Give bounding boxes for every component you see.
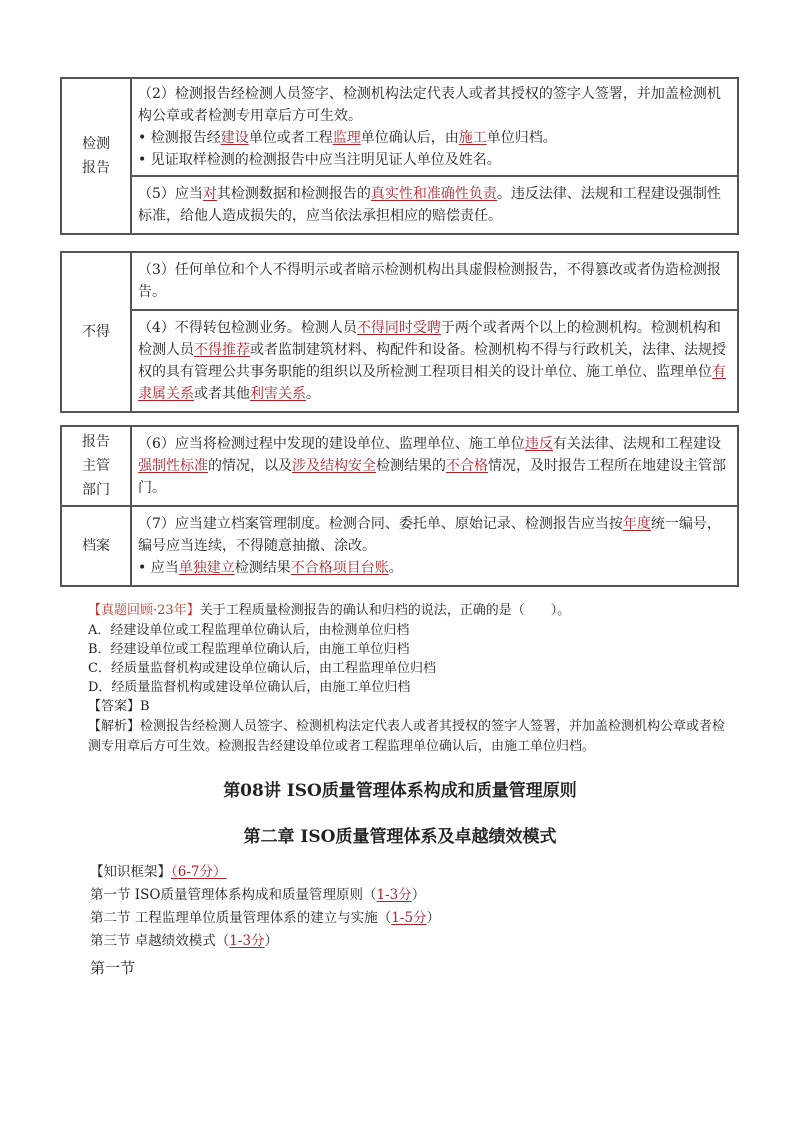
option-a: A．经建设单位或工程监理单位确认后，由检测单位归档: [88, 623, 410, 638]
section-1: 第一节 ISO质量管理体系构成和质量管理原则（1-3分）: [90, 887, 426, 903]
cell-no-false-report: （3）任何单位和个人不得明示或者暗示检测机构出具虚假检测报告，不得篡改或者伪造检测报告。: [131, 252, 738, 310]
question-stem: 【真题回顾·23年】关于工程质量检测报告的确认和归档的说法，正确的是（ ）。: [88, 603, 571, 618]
framework-label: 【知识框架】（6-7分）: [90, 864, 227, 880]
cell-report-authority: （6）应当将检测过程中发现的建设单位、监理单位、施工单位违反有关法律、法规和工程建设强制性标准的情况，以及涉及结构安全检测结果的不合格情况，及时报告工程所在地建设主管部门。: [131, 426, 738, 506]
cell-no-subcontract: （4）不得转包检测业务。检测人员不得同时受聘于两个或者两个以上的检测机构。检测机构和检测人员不得推荐或者监制建筑材料、构配件和设备。检测机构不得与行政机关，法律、法规授权的具有管理公共事务职能的组织以及所检测工程项目相关的设计单位、施工单位、监理单位有隶属关系或者其他利害关系。: [131, 310, 738, 412]
option-b: B．经建设单位或工程监理单位确认后，由施工单位归档: [88, 642, 410, 657]
bullet-witness: • 见证取样检测的检测报告中应当注明见证人单位及姓名。: [138, 152, 501, 168]
row-label-inspection-report: 检测报告: [61, 78, 131, 234]
chapter-title: 第二章 ISO质量管理体系及卓越绩效模式: [243, 827, 557, 847]
next-section-heading: 第一节: [90, 959, 136, 977]
table-inspection-report: [60, 77, 739, 235]
cell-responsibility: （5）应当对其检测数据和检测报告的真实性和准确性负责。违反法律、法规和工程建设强制性标准，给他人造成损失的，应当依法承担相应的赔偿责任。: [131, 176, 738, 234]
table-prohibitions: [60, 251, 739, 413]
answer: 【答案】B: [88, 699, 150, 714]
option-c: C．经质量监督机构或建设单位确认后，由工程监理单位归档: [88, 661, 436, 676]
cell-signature-rule: （2）检测报告经检测人员签字、检测机构法定代表人或者其授权的签字人签署，并加盖检测机构公章或者检测专用章后方可生效。 • 检测报告经建设单位或者工程监理单位确认后，由施工单位归档。 • 见证取样检测的检测报告中应当注明见证人单位及姓名。: [131, 78, 738, 176]
option-d: D．经质量监督机构或建设单位确认后，由施工单位归档: [88, 680, 411, 695]
section-2: 第二节 工程监理单位质量管理体系的建立与实施（1-5分）: [90, 910, 441, 926]
bullet-archive: • 检测报告经建设单位或者工程监理单位确认后，由施工单位归档。: [138, 130, 557, 146]
row-label-authority: 报告主管部门: [61, 426, 131, 506]
bullet-ledger: • 应当单独建立检测结果不合格项目台账。: [138, 560, 403, 576]
row-label-prohibitions: 不得: [61, 252, 131, 412]
table-report-archive: [60, 425, 739, 587]
cell-archive-system: （7）应当建立档案管理制度。检测合同、委托单、原始记录、检测报告应当按年度统一编号，编号应当连续，不得随意抽撤、涂改。 • 应当单独建立检测结果不合格项目台账。: [131, 506, 738, 586]
lecture-title: 第08讲 ISO质量管理体系构成和质量管理原则: [223, 781, 577, 801]
section-3: 第三节 卓越绩效模式（1-3分）: [90, 933, 279, 949]
analysis: 【解析】检测报告经检测人员签字、检测机构法定代表人或者其授权的签字人签署，并加盖检测机构公章或者检测专用章后方可生效。检测报告经建设单位或者工程监理单位确认后，由施工单位归档。: [88, 719, 726, 754]
row-label-archive: 档案: [61, 506, 131, 586]
